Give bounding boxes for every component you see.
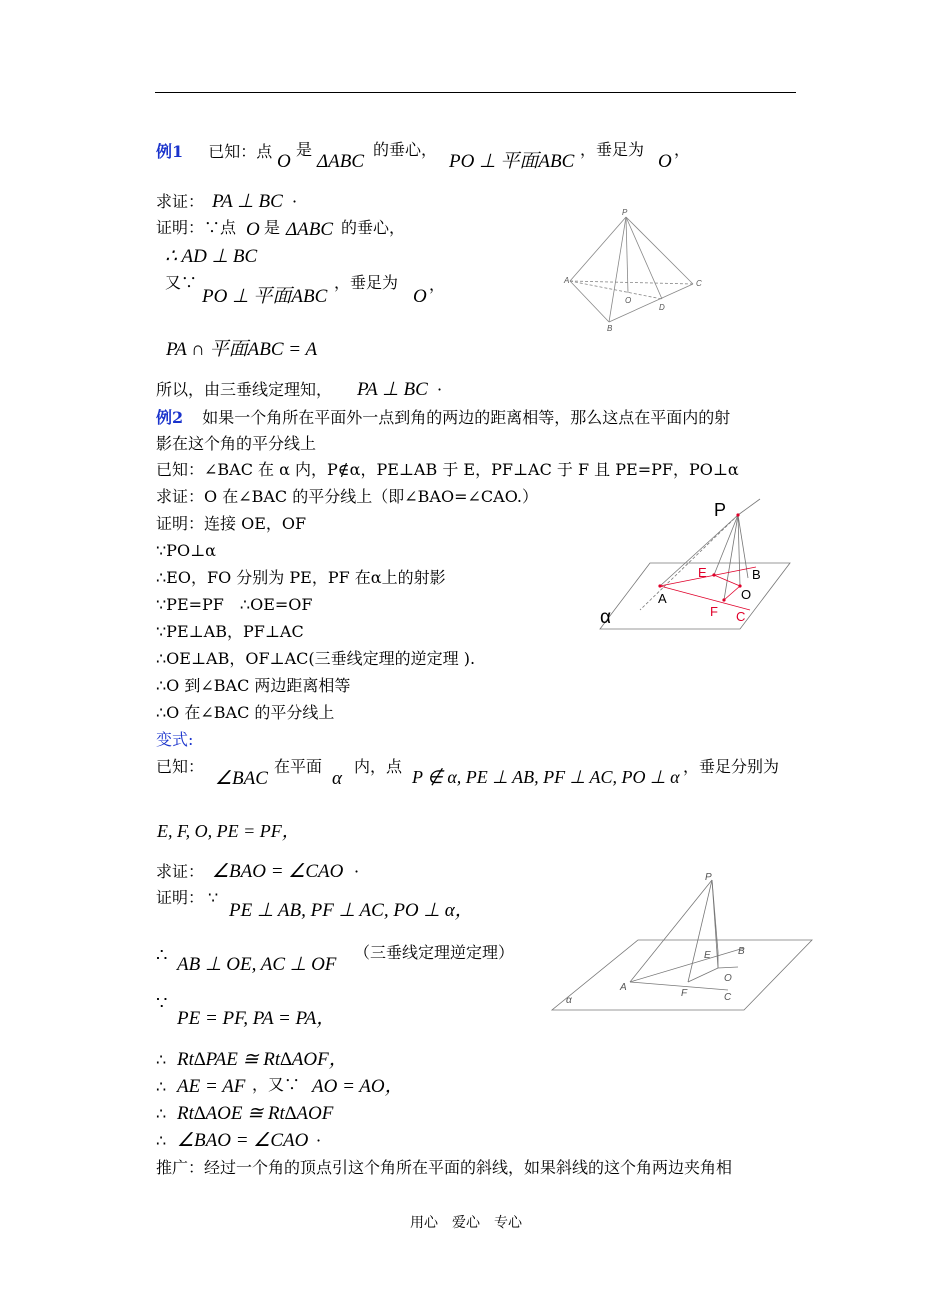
conclusion: 所以，由三垂线定理知，: [156, 380, 333, 399]
label-alpha: α: [600, 607, 611, 628]
po-perp-plane: PO ⊥ 平面ABC: [449, 151, 575, 172]
label-p: P: [714, 500, 727, 520]
triangle-abc: ΔABC: [317, 151, 365, 172]
label-e: E: [698, 565, 707, 580]
proof-line: ∴O 到∠BAC 两边距离相等: [156, 676, 351, 695]
example-1-given: 例1 已知：点: [156, 142, 273, 161]
proof-line: ∵PE=PF ∴OE=OF: [156, 595, 313, 614]
variant-prove: ∠BAO = ∠CAO: [212, 861, 344, 882]
label-o: O: [724, 973, 732, 984]
pa-cap-plane: PA ∩ 平面ABC = A: [166, 339, 318, 360]
label-e: E: [704, 950, 711, 961]
label-f: F: [710, 604, 718, 619]
proof-label: 证明：∵点: [156, 218, 237, 237]
proof-line: 证明：连接 OE，OF: [156, 514, 307, 533]
variant-label: 变式:: [156, 730, 194, 749]
example-1-label: 例1: [156, 142, 184, 161]
label-o: O: [741, 587, 752, 602]
ad-perp-bc: ∴ AD ⊥ BC: [165, 246, 258, 267]
point-o: O: [277, 151, 291, 172]
variant-figure: [550, 870, 820, 1015]
label-p: P: [622, 208, 628, 217]
header-rule: [155, 92, 796, 93]
pyramid-figure: [560, 205, 710, 335]
example-2-statement: 例2 如果一个角所在平面外一点到角的两边的距离相等，那么这点在平面内的射: [156, 408, 731, 427]
label-o: O: [625, 296, 632, 305]
label-p: P: [705, 872, 712, 883]
extension-text: 推广：经过一个角的顶点引这个角所在平面的斜线，如果斜线的这个角两边夹角相: [156, 1158, 733, 1177]
label-d: D: [659, 303, 665, 312]
proof-line: ∴O 在∠BAC 的平分线上: [156, 703, 335, 722]
label-c: C: [724, 992, 732, 1003]
proof-line: ∴EO，FO 分别为 PE，PF 在α上的射影: [156, 568, 446, 587]
proof-line: ∴OE⊥AB，OF⊥AC(三垂线定理的逆定理 ).: [156, 649, 476, 668]
prove-label: 求证：: [156, 192, 205, 211]
proof-line: ∵PO⊥α: [156, 541, 216, 560]
variant-conditions: P ∉ α, PE ⊥ AB, PF ⊥ AC, PO ⊥ α: [412, 767, 680, 787]
prove-statement: PA ⊥ BC: [212, 191, 283, 212]
label-a: A: [564, 276, 570, 285]
footer: 用心 爱心 专心: [410, 1215, 522, 1231]
label-b: B: [607, 324, 613, 333]
label-b: B: [752, 567, 761, 582]
label-f: F: [681, 988, 688, 999]
variant-feet: E, F, O, PE = PF，: [157, 821, 300, 841]
label-c: C: [736, 609, 746, 624]
label-b: B: [738, 946, 745, 957]
example-2-given: 已知：∠BAC 在 α 内，P∉α，PE⊥AB 于 E，PF⊥AC 于 F 且 PE=PF，PO⊥α: [156, 460, 739, 479]
proof-line: ∵PE⊥AB，PF⊥AC: [156, 622, 304, 641]
example-2-label: 例2: [156, 408, 184, 427]
label-alpha: α: [566, 995, 572, 1006]
label-a: A: [658, 591, 667, 606]
plane-angle-figure: [590, 495, 800, 635]
example-2-prove: 求证：O 在∠BAC 的平分线上（即∠BAO=∠CAO.）: [156, 487, 538, 506]
label-a: A: [620, 982, 627, 993]
label-c: C: [696, 279, 702, 288]
